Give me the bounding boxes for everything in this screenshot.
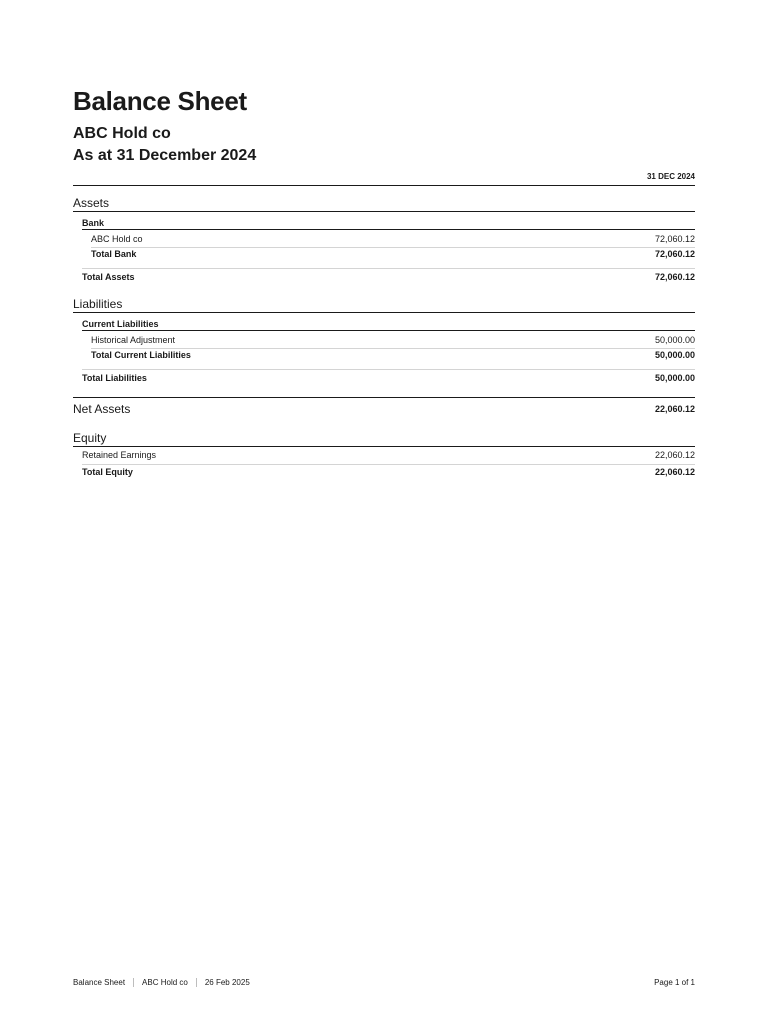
total-amount: 22,060.12 bbox=[654, 467, 695, 477]
total-row bbox=[82, 268, 695, 285]
total-row bbox=[82, 369, 695, 386]
subtotal-row bbox=[91, 349, 695, 361]
account-row bbox=[82, 447, 695, 465]
subtotal-label: Total Bank bbox=[91, 249, 137, 259]
assets-heading: Assets bbox=[73, 195, 695, 212]
total-amount: 50,000.00 bbox=[654, 373, 695, 383]
report-page bbox=[73, 0, 695, 1024]
footer-report-name: Balance Sheet bbox=[73, 978, 126, 987]
net-assets-label: Net Assets bbox=[73, 402, 131, 416]
bank-heading: Bank bbox=[82, 217, 695, 230]
column-header bbox=[73, 170, 695, 186]
subtotal-label: Total Current Liabilities bbox=[91, 350, 191, 360]
account-row bbox=[91, 231, 695, 248]
total-row bbox=[82, 465, 695, 480]
total-label: Total Liabilities bbox=[82, 373, 147, 383]
account-row bbox=[91, 332, 695, 349]
total-label: Total Equity bbox=[82, 467, 133, 477]
liabilities-section bbox=[73, 296, 695, 386]
liabilities-heading: Liabilities bbox=[73, 296, 695, 313]
subtotal-amount: 72,060.12 bbox=[654, 249, 695, 259]
footer-divider bbox=[196, 978, 197, 987]
account-amount: 72,060.12 bbox=[654, 234, 695, 244]
assets-section bbox=[73, 195, 695, 285]
column-date: 31 DEC 2024 bbox=[646, 172, 695, 181]
equity-section bbox=[73, 430, 695, 480]
subtotal-amount: 50,000.00 bbox=[654, 350, 695, 360]
net-assets-amount: 22,060.12 bbox=[654, 404, 695, 414]
organisation-name: ABC Hold co bbox=[73, 125, 171, 142]
footer-organisation: ABC Hold co bbox=[142, 978, 188, 987]
account-amount: 22,060.12 bbox=[654, 450, 695, 460]
account-amount: 50,000.00 bbox=[654, 335, 695, 345]
equity-heading: Equity bbox=[73, 430, 695, 447]
page-number: Page 1 of 1 bbox=[654, 978, 695, 987]
report-title: Balance Sheet bbox=[73, 86, 247, 116]
report-period: As at 31 December 2024 bbox=[73, 147, 257, 164]
account-label: Retained Earnings bbox=[82, 450, 157, 460]
account-label: ABC Hold co bbox=[91, 234, 143, 244]
account-label: Historical Adjustment bbox=[91, 335, 176, 345]
net-assets-row bbox=[73, 397, 695, 420]
current-liabilities-heading: Current Liabilities bbox=[82, 318, 695, 331]
footer-date: 26 Feb 2025 bbox=[204, 978, 250, 987]
subtotal-row bbox=[91, 248, 695, 260]
page-footer bbox=[73, 978, 695, 987]
total-amount: 72,060.12 bbox=[654, 272, 695, 282]
total-label: Total Assets bbox=[82, 272, 135, 282]
header-rule-mark bbox=[73, 185, 91, 186]
footer-divider bbox=[133, 978, 134, 987]
